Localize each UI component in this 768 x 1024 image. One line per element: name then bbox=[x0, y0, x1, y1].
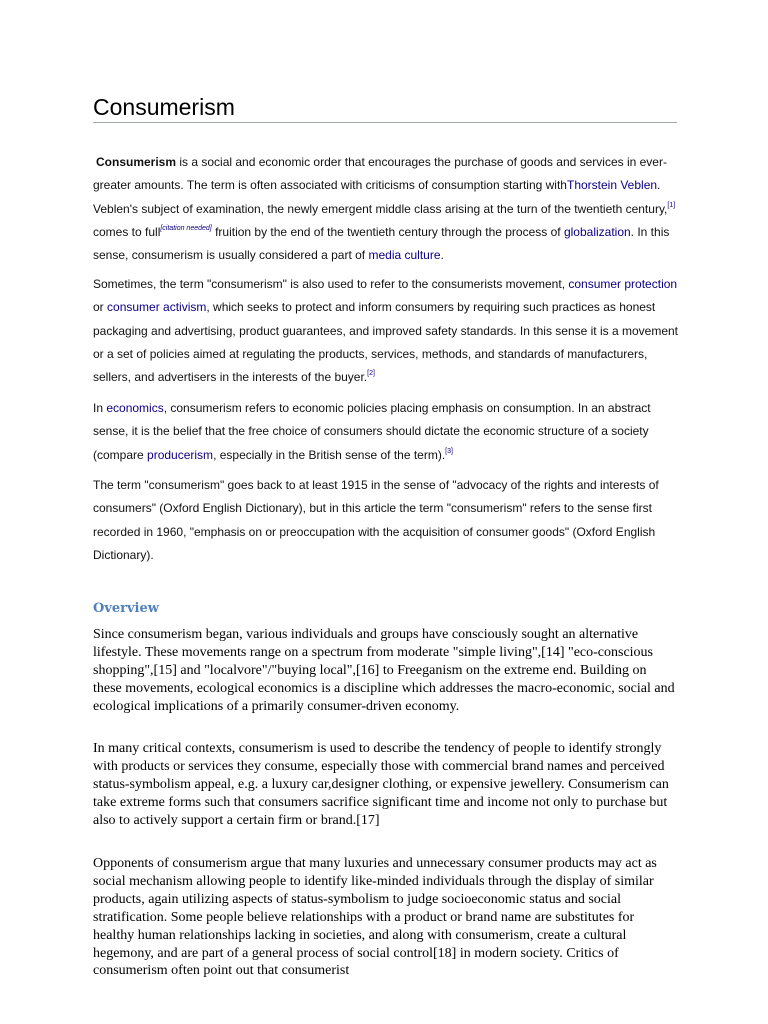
bold-term: Consumerism bbox=[96, 155, 177, 169]
link-consumer-protection[interactable]: consumer protection bbox=[568, 277, 678, 291]
consumer-movement-paragraph: Sometimes, the term "consumerism" is also used to refer to the consumerists movement, consumer protection or consumer activism, which seeks to protect and inform consumers by requiring such practices as honest packaging and advertising, product guarantees, and improved safety standards. In this sense it is a movement or a set of policies aimed at regulating the products, services, methods, and standards of manufacturers, sellers, and advertisers in the interests of the buyer.[2] bbox=[93, 277, 678, 385]
citation-3[interactable]: [3] bbox=[445, 447, 453, 455]
overview-paragraph-2: In many critical contexts, consumerism is used to describe the tendency of people to identify strongly with products or services they consume, especially those with commercial brand names and perceived status-symbolism appeal, e.g. a luxury car,designer clothing, or expensive jewellery. Consumerism can take extreme forms such that consumers sacrifice significant time and income not only to purchase but also to actively support a certain firm or brand.[17] bbox=[93, 741, 669, 828]
citation-2[interactable]: [2] bbox=[367, 370, 375, 378]
citation-1[interactable]: [1] bbox=[667, 201, 676, 209]
link-globalization[interactable]: globalization bbox=[563, 224, 631, 239]
link-media-culture[interactable]: media culture bbox=[368, 248, 441, 263]
link-thorstein-veblen[interactable]: Thorstein Veblen bbox=[566, 178, 658, 193]
overview-paragraph-1: Since consumerism began, various individuals and groups have consciously sought an alternative lifestyle. These movements range on a spectrum from moderate "simple living",[14] "eco-conscious shopping",[15] and "localvore"/"buying local",[16] to Freeganism on the extreme end. Building on these movements, ecological economics is a discipline which addresses the macro-economic, social and ecological implications of a primarily consumer-driven economy. bbox=[93, 627, 675, 714]
link-consumer-activism[interactable]: consumer activism bbox=[107, 300, 207, 315]
link-economics[interactable]: economics bbox=[106, 401, 164, 415]
intro-paragraph: Consumerism is a social and economic order that encourages the purchase of goods and services in ever-greater amounts. The term is often associated with criticisms of consumption starting withThorstein Veblen. Veblen's subject of examination, the newly emergent middle class arising at the turn of the twentieth century,[1] comes to full[citation needed] fruition by the end of the twentieth century through the process of globalization. In this sense, consumerism is usually considered a part of media culture. bbox=[93, 155, 676, 263]
overview-heading: Overview bbox=[93, 601, 159, 616]
link-producerism[interactable]: producerism bbox=[147, 447, 214, 462]
overview-paragraph-3: Opponents of consumerism argue that many luxuries and unnecessary consumer products may act as social mechanism allowing people to identify like-minded individuals through the display of similar products, again utilizing aspects of status-symbolism to judge socioeconomic status and social stratification. Some people believe relationships with a product or brand name are substitutes for healthy human relationships lacking in societies, and along with consumerism, create a cultural hegemony, and are part of a general process of social control[18] in modern society. Critics of consumerism often point out that consumerist bbox=[93, 856, 657, 979]
page-title: Consumerism bbox=[93, 93, 677, 123]
term-history-paragraph: The term "consumerism" goes back to at least 1915 in the sense of "advocacy of the rights and interests of consumers" (Oxford English Dictionary), but in this article the term "consumerism" refers to the sense first recorded in 1960, "emphasis on or preoccupation with the acquisition of consumer goods" (Oxford English Dictionary). bbox=[93, 478, 659, 562]
economics-paragraph: In economics, consumerism refers to economic policies placing emphasis on consumption. In an abstract sense, it is the belief that the free choice of consumers should dictate the economic structure of a society (compare producerism, especially in the British sense of the term).[3] bbox=[93, 401, 651, 462]
citation-needed[interactable]: [citation needed] bbox=[160, 224, 212, 232]
